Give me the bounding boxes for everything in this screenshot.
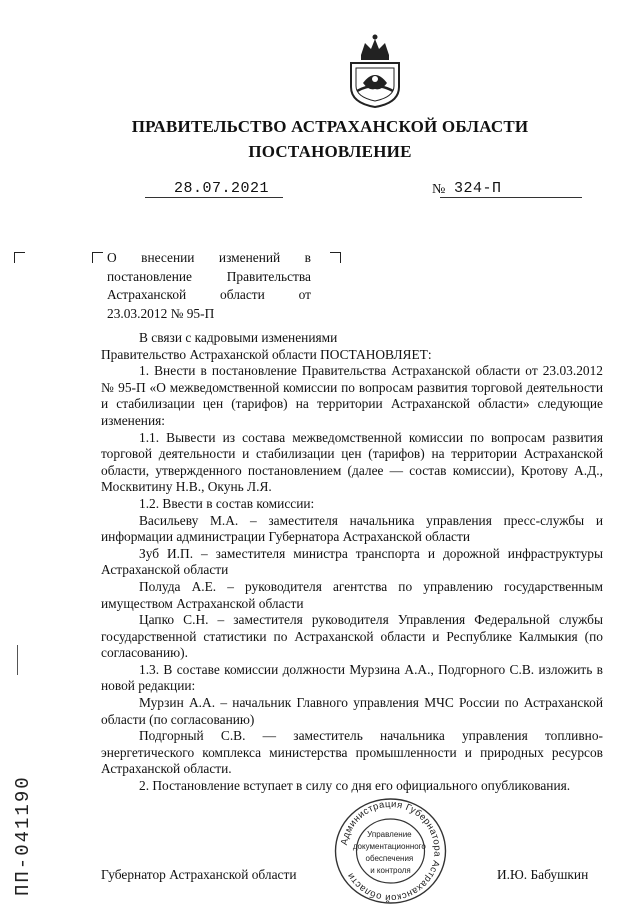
corner-mark-right	[330, 252, 341, 263]
member-revised-2: Подгорный С.В. — заместитель начальника управления топливно-энергетического комплекса министерства промышленности и природных ресурсов Астраханской области.	[101, 728, 603, 777]
document-date: 28.07.2021	[174, 180, 270, 197]
date-underline	[145, 196, 283, 198]
paragraph-1-1: 1.1. Вывести из состава межведомственной комиссии по вопросам развития торговой деятельности и стабилизации цен (тарифов) на территории Астраханской области, утвержденного постановлением (далее — состав комиссии), Кротову А.Д., Москвитину Н.В., Окунь Л.Я.	[101, 429, 603, 495]
signature-position: Губернатор Астраханской области	[101, 867, 297, 882]
side-serial-code	[6, 736, 36, 896]
member-revised-1: Мурзин А.А. – начальник Главного управления МЧС России по Астраханской области (по согласованию)	[101, 695, 603, 727]
member-added-3: Полуда А.Е. – руководителя агентства по управлению государственным имуществом Астраханской области	[101, 578, 603, 611]
document-subject: О внесении изменений в постановление Правительства Астраханской области от 23.03.2012 № 95-П	[107, 250, 311, 321]
paragraph-1-3: 1.3. В составе комиссии должности Мурзина А.А., Подгорного С.В. изложить в новой редакции:	[101, 661, 603, 694]
member-added-1: Васильеву М.А. – заместителя начальника управления пресс-службы и информации администрации Губернатора Астраханской области	[101, 512, 603, 545]
corner-mark-left	[14, 252, 25, 263]
official-stamp	[333, 797, 448, 905]
corner-mark-mid	[92, 252, 103, 263]
paragraph-2: 2. Постановление вступает в силу со дня его официального опубликования.	[139, 778, 571, 794]
svg-text:Управление документационно: Управление документационного обеспечения и контроля	[352, 830, 426, 875]
paragraph-1-2: 1.2. Ввести в состав комиссии:	[139, 495, 315, 511]
svg-text:Администрация Губернатора Астр: Администрация Губернатора Астраханской области	[338, 798, 443, 904]
intro-line-1: В связи с кадровыми изменениями	[139, 330, 338, 345]
government-title: ПРАВИТЕЛЬСТВО АСТРАХАНСКОЙ ОБЛАСТИ	[131, 117, 529, 136]
signature-name: И.Ю. Бабушкин	[497, 867, 589, 882]
number-underline	[440, 196, 582, 198]
intro-line-2: Правительство Астраханской области ПОСТАНОВЛЯЕТ:	[101, 346, 432, 362]
document-number: 324-П	[454, 180, 502, 197]
document-body	[101, 330, 603, 795]
number-sign: №	[432, 182, 446, 197]
margin-tick	[17, 645, 18, 675]
coat-of-arms-icon	[347, 33, 403, 109]
member-added-2: Зуб И.П. – заместителя министра транспорта и дорожной инфраструктуры Астраханской области	[101, 545, 603, 578]
member-added-4: Цапко С.Н. – заместителя руководителя Управления Федеральной службы государственной статистики по Астраханской области и Республике Калмыкия (по согласованию).	[101, 612, 603, 661]
paragraph-1: 1. Внести в постановление Правительства Астраханской области от 23.03.2012 № 95-П «О межведомственной комиссии по вопросам развития торговой деятельности и стабилизации цен (тарифов) на территории Астраханской области» следующие изменения:	[101, 363, 603, 428]
document-type: ПОСТАНОВЛЕНИЕ	[248, 142, 412, 161]
svg-text:ПП-041190: ПП-041190	[12, 775, 34, 896]
